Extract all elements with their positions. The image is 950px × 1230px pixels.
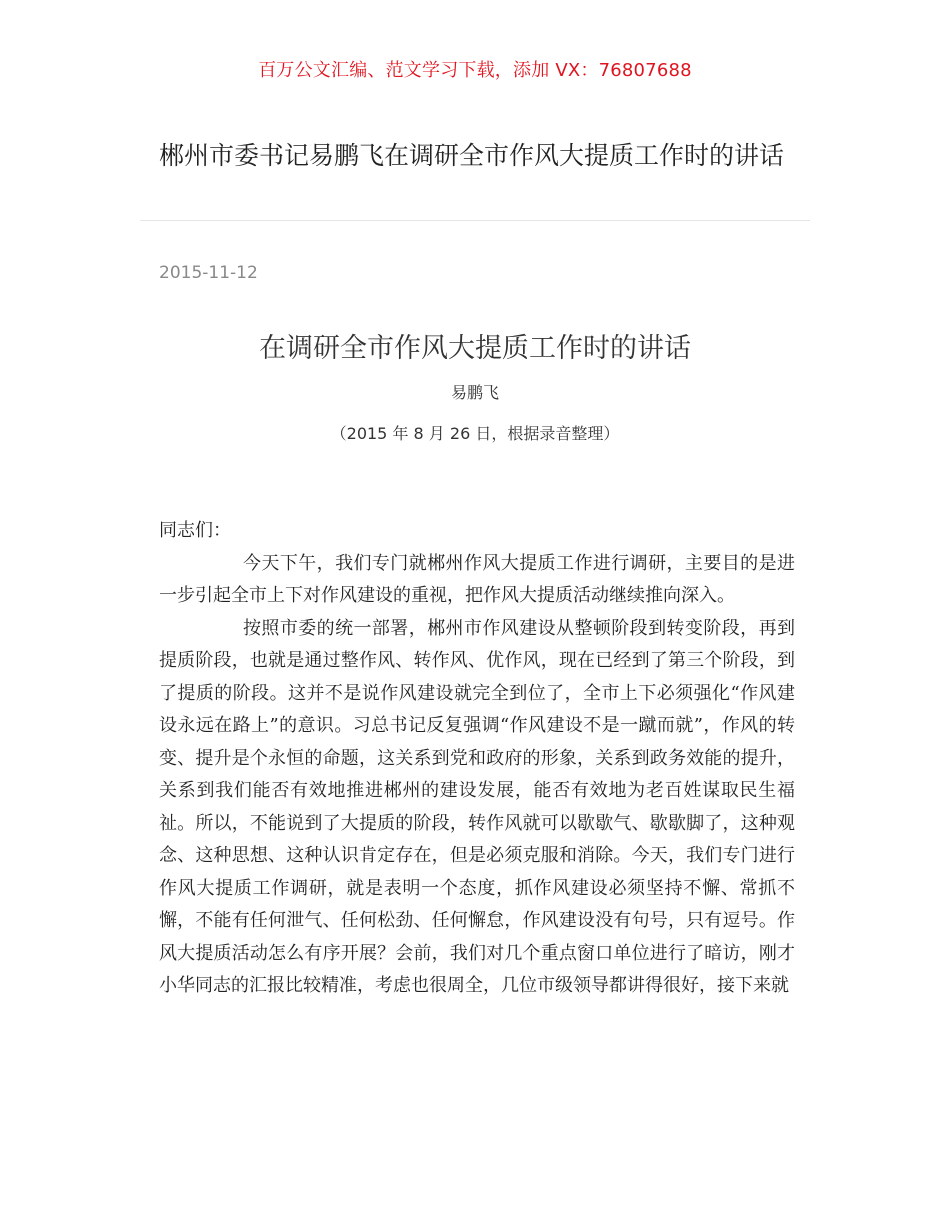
salutation: 同志们： xyxy=(159,520,231,541)
publish-date: 2015-11-12 xyxy=(159,263,258,283)
page-title: 郴州市委书记易鹏飞在调研全市作风大提质工作时的讲话 xyxy=(159,141,785,170)
speech-title: 在调研全市作风大提质工作时的讲话 xyxy=(259,333,691,364)
title-divider xyxy=(140,220,810,221)
recording-note: （2015 年 8 月 26 日，根据录音整理） xyxy=(330,424,620,443)
article-body xyxy=(159,515,795,1003)
watermark-text: 百万公文汇编、范文学习下载，添加 VX：76807688 xyxy=(258,60,692,81)
paragraph: 今天下午，我们专门就郴州作风大提质工作进行调研，主要目的是进一步引起全市上下对作风建设的重视，把作风大提质活动继续推向深入。 xyxy=(159,552,795,606)
paragraph: 按照市委的统一部署，郴州市作风建设从整顿阶段到转变阶段，再到提质阶段，也就是通过整作风、转作风、优作风，现在已经到了第三个阶段，到了提质的阶段。这并不是说作风建设就完全到位了，全市上下必须强化“作风建设永远在路上”的意识。习总书记反复强调“作风建设不是一蹴而就”，作风的转变、提升是个永恒的命题，这关系到党和政府的形象，关系到政务效能的提升，关系到我们能否有效地推进郴州的建设发展，能否有效地为老百姓谋取民生福祉。所以，不能说到了大提质的阶段，转作风就可以歇歇气、歇歇脚了，这种观念、这种思想、这种认识肯定存在，但是必须克服和消除。今天，我们专门进行作风大提质工作调研，就是表明一个态度，抓作风建设必须坚持不懈、常抓不懈，不能有任何泄气、任何松劲、任何懈怠，作风建设没有句号，只有逗号。作风大提质活动怎么有序开展？会前，我们对几个重点窗口单位进行了暗访，刚才小华同志的汇报比较精准，考虑也很周全，几位市级领导都讲得很好，接下来就 xyxy=(159,617,795,996)
author-name: 易鹏飞 xyxy=(450,383,499,402)
